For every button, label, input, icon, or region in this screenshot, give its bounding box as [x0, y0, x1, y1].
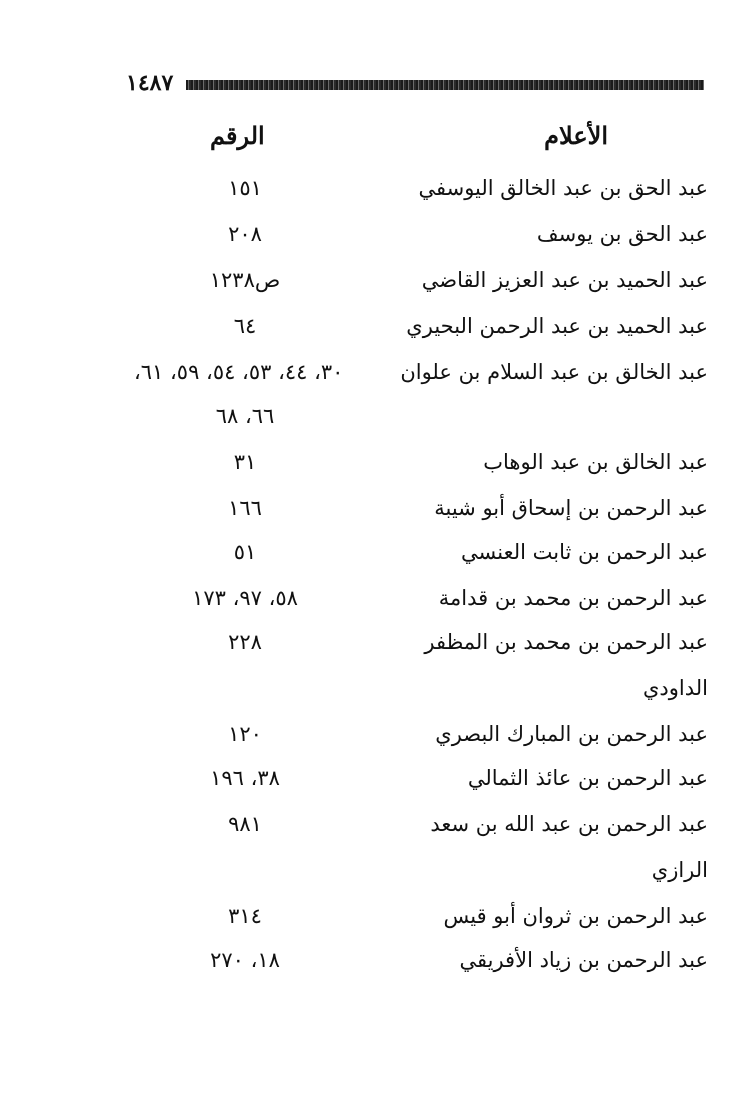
entry-name: عبد الحميد بن عبد الرحمن البحيري — [406, 314, 708, 338]
header-rule — [186, 80, 704, 90]
index-row — [100, 530, 708, 574]
entry-name: عبد الرحمن بن عبد الله بن سعد — [430, 812, 708, 836]
entry-name: عبد الرحمن بن ثابت العنسي — [461, 540, 708, 564]
index-row — [100, 576, 708, 620]
entry-name: عبد الخالق بن عبد الوهاب — [483, 450, 708, 474]
entry-numbers: ٥١ — [233, 540, 257, 564]
entry-numbers: ٣٨، ١٩٦ — [210, 766, 280, 790]
entry-name: الرازي — [651, 858, 708, 882]
entry-numbers: ٩٨١ — [228, 812, 262, 836]
entry-numbers: ٣١٤ — [228, 904, 262, 928]
entry-name: عبد الرحمن بن إسحاق أبو شيبة — [434, 496, 708, 520]
index-row — [100, 394, 708, 438]
index-row — [100, 666, 708, 710]
index-row — [100, 756, 708, 800]
entry-numbers: ٦٦، ٦٨ — [215, 404, 275, 428]
entry-name: عبد الرحمن بن عائذ الثمالي — [467, 766, 708, 790]
index-row — [100, 212, 708, 256]
entry-numbers: ٦٤ — [233, 314, 257, 338]
entry-name: عبد الرحمن بن زياد الأفريقي — [459, 948, 708, 972]
entry-numbers: ١٢٠ — [228, 722, 262, 746]
entry-name: عبد الخالق بن عبد السلام بن علوان — [400, 360, 708, 384]
index-row — [100, 440, 708, 484]
entry-name: عبد الرحمن بن ثروان أبو قيس — [443, 904, 708, 928]
entry-name: عبد الحميد بن عبد العزيز القاضي — [421, 268, 708, 292]
entry-numbers: ٣٠، ٤٤، ٥٣، ٥٤، ٥٩، ٦١، — [134, 360, 344, 384]
index-row — [100, 802, 708, 846]
page-number: ١٤٨٧ — [126, 70, 174, 96]
entry-numbers: ١٦٦ — [228, 496, 262, 520]
index-row — [100, 938, 708, 982]
index-row — [100, 350, 708, 394]
numbers-column-header: الرقم — [210, 121, 265, 150]
entry-numbers: ١٨، ٢٧٠ — [210, 948, 280, 972]
entry-name: عبد الرحمن بن المبارك البصري — [435, 722, 708, 746]
entry-name: عبد الرحمن بن محمد بن المظفر — [424, 630, 708, 654]
entry-name: الداودي — [642, 676, 708, 700]
index-row — [100, 166, 708, 210]
entry-numbers: ٢٠٨ — [228, 222, 262, 246]
index-row — [100, 486, 708, 530]
index-row — [100, 712, 708, 756]
entry-name: عبد الحق بن يوسف — [536, 222, 708, 246]
entry-numbers: ٣١ — [233, 450, 257, 474]
names-column-header: الأعلام — [544, 121, 608, 150]
index-row — [100, 894, 708, 938]
index-row — [100, 304, 708, 348]
index-row — [100, 620, 708, 664]
entry-numbers: ١٥١ — [228, 176, 262, 200]
entry-name: عبد الرحمن بن محمد بن قدامة — [438, 586, 708, 610]
entry-name: عبد الحق بن عبد الخالق اليوسفي — [418, 176, 708, 200]
index-row — [100, 258, 708, 302]
entry-numbers: ص١٢٣٨ — [209, 268, 281, 292]
index-row — [100, 848, 708, 892]
entry-numbers: ٥٨، ٩٧، ١٧٣ — [192, 586, 298, 610]
entry-numbers: ٢٢٨ — [228, 630, 262, 654]
